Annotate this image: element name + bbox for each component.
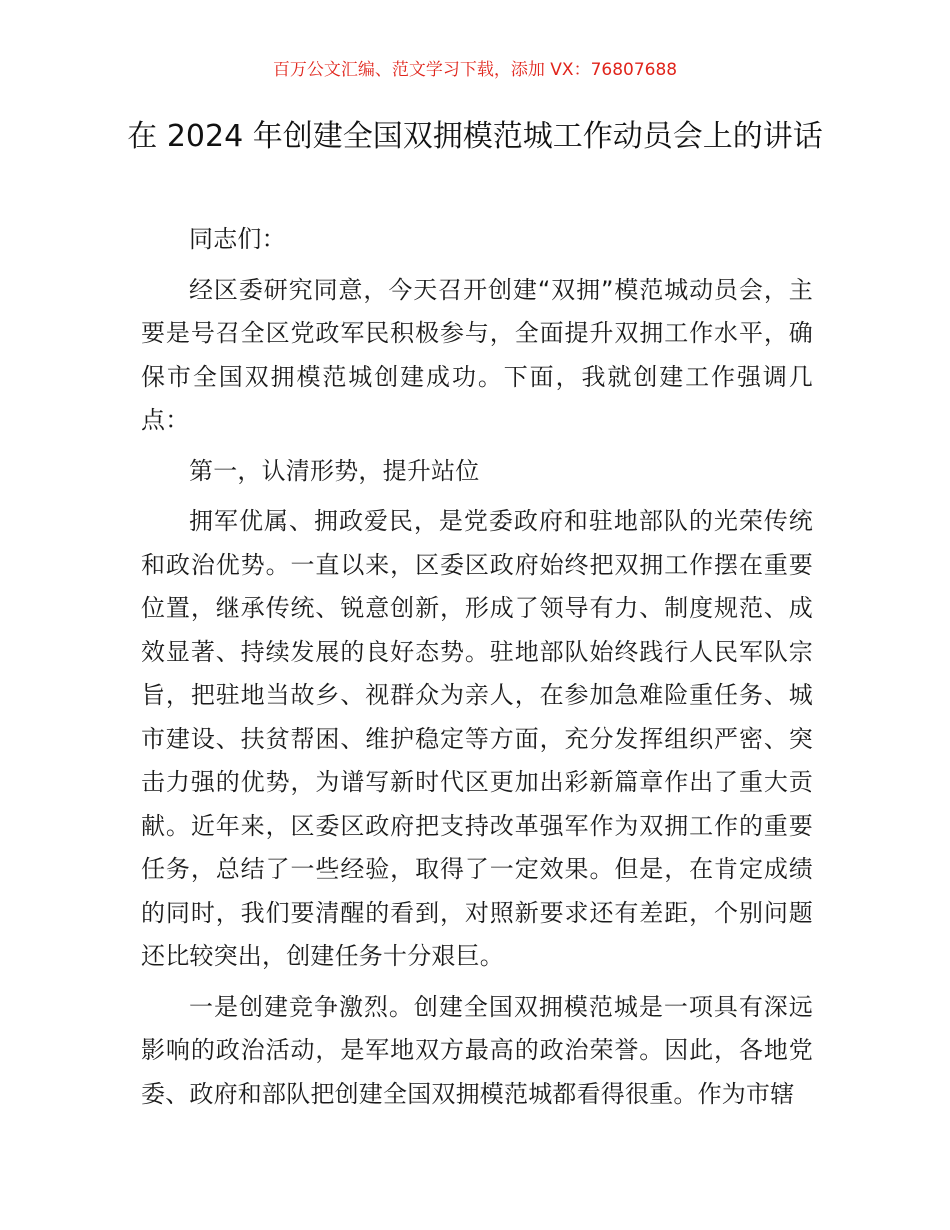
competition-paragraph: 一是创建竞争激烈。创建全国双拥模范城是一项具有深远影响的政治活动，是军地双方最高的政治荣誉。因此，各地党委、政府和部队把创建全国双拥模范城都看得很重。作为市辖 (141, 992, 813, 1108)
intro-paragraph: 经区委研究同意，今天召开创建“双拥”模范城动员会，主要是号召全区党政军民积极参与，全面提升双拥工作水平，确保市全国双拥模范城创建成功。下面，我就创建工作强调几点： (141, 275, 813, 434)
document-body (141, 218, 813, 1123)
greeting-paragraph: 同志们： (189, 225, 286, 253)
section-heading-first: 第一，认清形势，提升站位 (189, 456, 480, 485)
header-watermark-note: 百万公文汇编、范文学习下载，添加 VX：76807688 (272, 60, 678, 80)
situation-paragraph: 拥军优属、拥政爱民，是党委政府和驻地部队的光荣传统和政治优势。一直以来，区委区政府始终把双拥工作摆在重要位置，继承传统、锐意创新，形成了领导有力、制度规范、成效显著、持续发展的良好态势。驻地部队始终践行人民军队宗旨，把驻地当故乡、视群众为亲人，在参加急难险重任务、城市建设、扶贫帮困、维护稳定等方面，充分发挥组织严密、突击力强的优势，为谱写新时代区更加出彩新篇章作出了重大贡献。近年来，区委区政府把支持改革强军作为双拥工作的重要任务，总结了一些经验，取得了一定效果。但是，在肯定成绩的同时，我们要清醒的看到，对照新要求还有差距，个别问题还比较突出，创建任务十分艰巨。 (141, 507, 813, 970)
document-title: 在 2024 年创建全国双拥模范城工作动员会上的讲话 (127, 119, 823, 154)
